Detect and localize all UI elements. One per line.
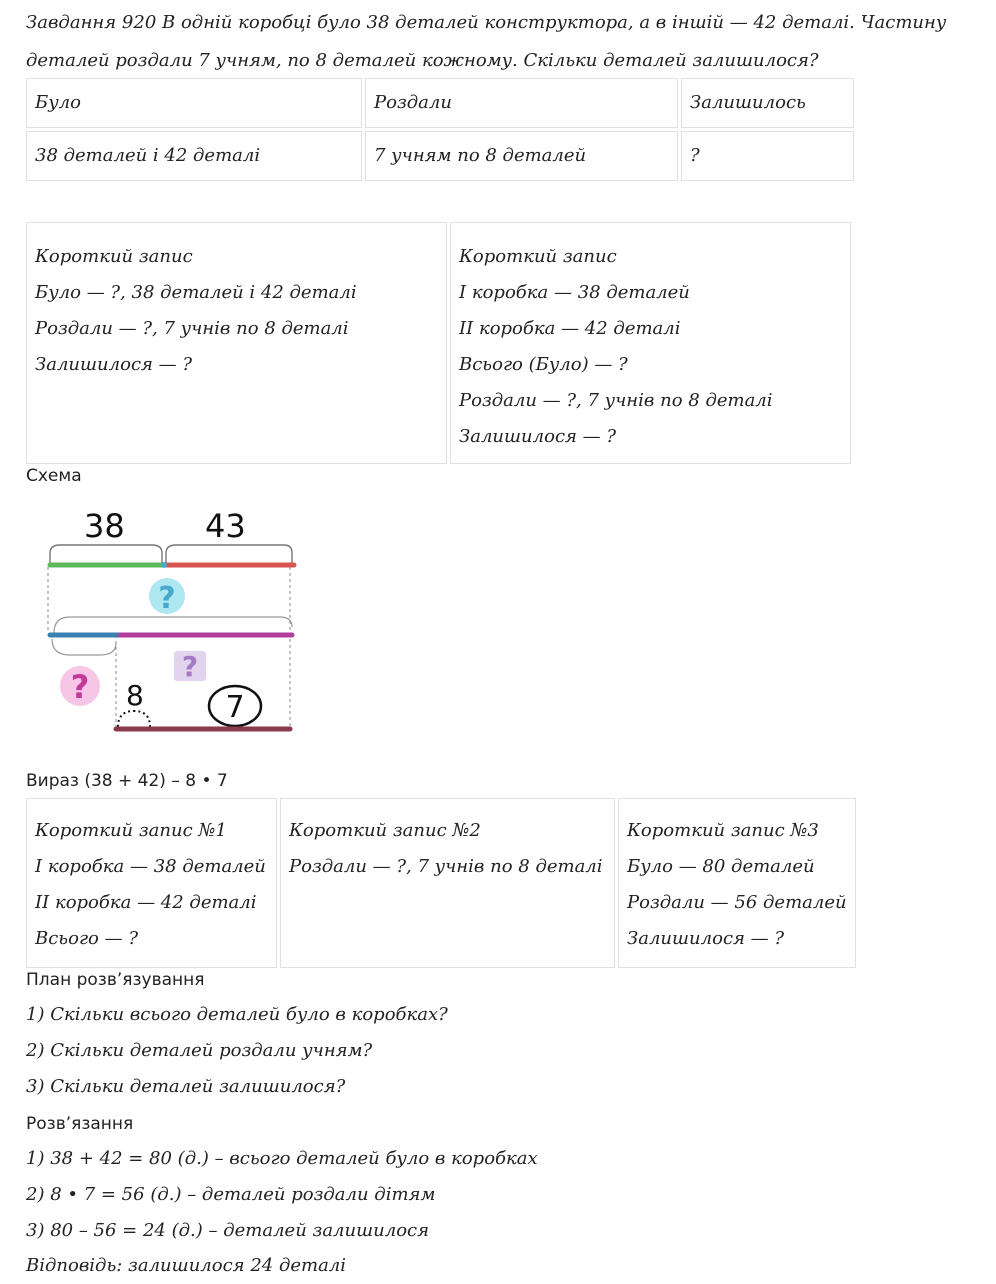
short-notes-numbered-table xyxy=(23,795,859,971)
note-line: Роздали — ?, 7 учнів по 8 деталі xyxy=(459,390,773,411)
note-line: Короткий запис №3 xyxy=(627,820,819,841)
answer: Відповідь: залишилося 24 деталі xyxy=(26,1255,347,1276)
solution-step: 1) 38 + 42 = 80 (д.) – всього деталей було в коробках xyxy=(26,1148,538,1169)
note-line: І коробка — 38 деталей xyxy=(459,282,690,303)
note-line: Короткий запис №1 xyxy=(35,820,227,841)
note-line: Всього — ? xyxy=(35,928,138,949)
scheme-diagram xyxy=(40,505,310,755)
short-note-right xyxy=(450,222,851,464)
note-line: ІІ коробка — 42 деталі xyxy=(35,892,257,913)
solution-title: Розв’язання xyxy=(26,1114,134,1134)
note-line: Короткий запис №2 xyxy=(289,820,481,841)
short-note-2 xyxy=(280,798,615,968)
plan-item: 3) Скільки деталей залишилося? xyxy=(26,1076,346,1097)
scheme-label-8: 8 xyxy=(126,679,144,712)
short-note-left xyxy=(26,222,447,464)
header-bulo: Було xyxy=(35,92,81,113)
plan-item: 1) Скільки всього деталей було в коробках? xyxy=(26,1004,448,1025)
short-notes-table xyxy=(23,219,854,467)
cell-zalyshylos: ? xyxy=(690,145,700,166)
brace-blue xyxy=(52,639,116,655)
scheme-label-7: 7 xyxy=(225,690,245,725)
expression: Вираз (38 + 42) – 8 • 7 xyxy=(26,771,228,791)
header-rozdaly: Роздали xyxy=(374,92,452,113)
note-line: Залишилося — ? xyxy=(627,928,785,949)
joint-dot xyxy=(161,562,167,568)
cell-rozdaly: 7 учням по 8 деталей xyxy=(374,145,587,166)
brace-top-right xyxy=(166,545,292,565)
dotted-arc xyxy=(118,711,150,727)
note-line: Роздали — ?, 7 учнів по 8 деталі xyxy=(35,318,349,339)
short-note-3 xyxy=(618,798,856,968)
scheme-label-43: 43 xyxy=(205,507,246,545)
note-line: Залишилося — ? xyxy=(459,426,617,447)
note-line: Роздали — 56 деталей xyxy=(627,892,847,913)
table-row xyxy=(26,131,854,181)
question-icon-pink: ? xyxy=(70,668,90,706)
short-note-1 xyxy=(26,798,277,968)
note-line: ІІ коробка — 42 деталі xyxy=(459,318,681,339)
brace-middle xyxy=(54,617,292,633)
note-line: Роздали — ?, 7 учнів по 8 деталі xyxy=(289,856,603,877)
task-text-line-1: Завдання 920 В одній коробці було 38 деталей конструктора, а в іншій — 42 деталі. Частину xyxy=(26,12,947,33)
header-zalyshylos: Залишилось xyxy=(690,92,806,113)
question-icon-cyan: ? xyxy=(158,581,176,616)
brace-top-left xyxy=(50,545,162,565)
note-line: Було — ?, 38 деталей і 42 деталі xyxy=(35,282,357,303)
question-icon-lilac: ? xyxy=(181,650,199,683)
note-line: І коробка — 38 деталей xyxy=(35,856,266,877)
note-line: Короткий запис xyxy=(459,246,617,267)
table-header-row xyxy=(26,78,854,128)
plan-title: План розв’язування xyxy=(26,970,205,990)
scheme-title: Схема xyxy=(26,466,82,486)
data-table xyxy=(23,75,857,184)
solution-step: 2) 8 • 7 = 56 (д.) – деталей роздали дітям xyxy=(26,1184,436,1205)
note-line: Всього (Було) — ? xyxy=(459,354,628,375)
solution-step: 3) 80 – 56 = 24 (д.) – деталей залишилося xyxy=(26,1220,430,1241)
note-line: Короткий запис xyxy=(35,246,193,267)
plan-item: 2) Скільки деталей роздали учням? xyxy=(26,1040,373,1061)
cell-bulo: 38 деталей і 42 деталі xyxy=(35,145,261,166)
note-line: Було — 80 деталей xyxy=(627,856,815,877)
task-text-line-2: деталей роздали 7 учням, по 8 деталей кожному. Скільки деталей залишилося? xyxy=(26,50,819,71)
scheme-label-38: 38 xyxy=(84,507,125,545)
note-line: Залишилося — ? xyxy=(35,354,193,375)
